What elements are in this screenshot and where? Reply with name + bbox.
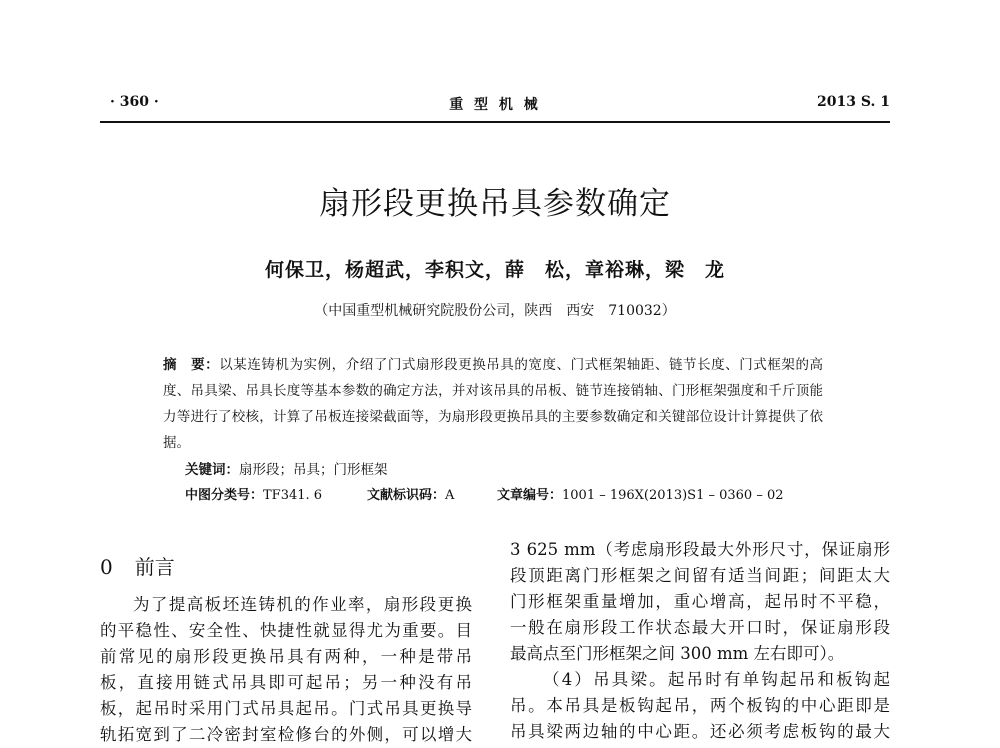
issue-number: 2013 S. 1 [817,94,890,110]
body-line: 板，起吊时采用门式吊具起吊。门式吊具更换导 [100,699,472,718]
paper-title: 扇形段更换吊具参数确定 [319,186,671,222]
right-column [510,537,890,745]
body-line: 门形框架重量增加，重心增高，起吊时不平稳， [510,592,890,611]
body-line: 吊具梁两边轴的中心距。还必须考虑板钩的最大 [510,722,890,741]
article-number-field [497,484,784,503]
doc-code-label: 文献标识码： [367,488,446,503]
affiliation: （中国重型机械研究院股份公司，陕西 西安 710032） [314,303,676,319]
body-line: 板，直接用链式吊具即可起吊；另一种没有吊 [100,673,472,692]
body-line: 段顶距离门形框架之间留有适当间距；间距太大 [510,566,890,585]
abstract [163,352,823,456]
clc-field [185,484,322,503]
page-number: · 360 · [110,94,159,110]
article-number-value: 1001 – 196X(2013)S1 – 0360 – 02 [562,488,784,503]
body-line: 3 625 mm（考虑扇形段最大外形尺寸，保证扇形 [510,540,890,559]
body-line: 吊。本吊具是板钩起吊，两个板钩的中心距即是 [510,696,890,715]
body-line: 的平稳性、安全性、快捷性就显得尤为重要。目 [100,621,472,640]
abstract-text: 以某连铸机为实例，介绍了门式扇形段更换吊具的宽度、门式框架轴距、链节长度、门式框架的高度、吊具梁、吊具长度等基本参数的确定方法，并对该吊具的吊板、链节连接销轴、门形框架强度和千斤顶能力等进行了校核，计算了吊板连接梁截面等，为扇形段更换吊具的主要参数确定和关键部位设计计算提供了依据。 [163,357,824,451]
section-title: 前言 [134,555,175,579]
body-line: 为了提高板坯连铸机的作业率，扇形段更换 [133,595,472,614]
keywords [185,458,388,478]
running-header [100,94,890,122]
author-list: 何保卫，杨超武，李积文，薛 松，章裕琳，梁 龙 [264,259,725,281]
clc-value: TF341. 6 [263,488,323,503]
doc-code-value: A [445,488,455,503]
section-number: 0 [100,555,113,579]
section-heading [100,551,175,580]
header-rule [100,121,890,123]
body-line: 前常见的扇形段更换吊具有两种，一种是带吊 [100,647,472,666]
doc-code-field [367,484,454,503]
keywords-label: 关键词： [185,462,239,478]
clc-label: 中图分类号： [185,488,264,503]
keywords-text: 扇形段；吊具；门形框架 [239,462,388,478]
body-line: （4）吊具梁。起吊时有单钩起吊和板钩起 [543,670,890,689]
article-number-label: 文章编号： [497,488,563,503]
body-line: 轨拓宽到了二冷密封室检修台的外侧，可以增大 [100,725,472,744]
abstract-label: 摘 要： [163,357,220,373]
left-column [100,592,472,748]
body-line: 一般在扇形段工作状态最大开口时，保证扇形段 [510,618,890,637]
body-line: 最高点至门形框架之间 300 mm 左右即可）。 [510,644,845,663]
journal-name: 重 型 机 械 [449,97,541,113]
